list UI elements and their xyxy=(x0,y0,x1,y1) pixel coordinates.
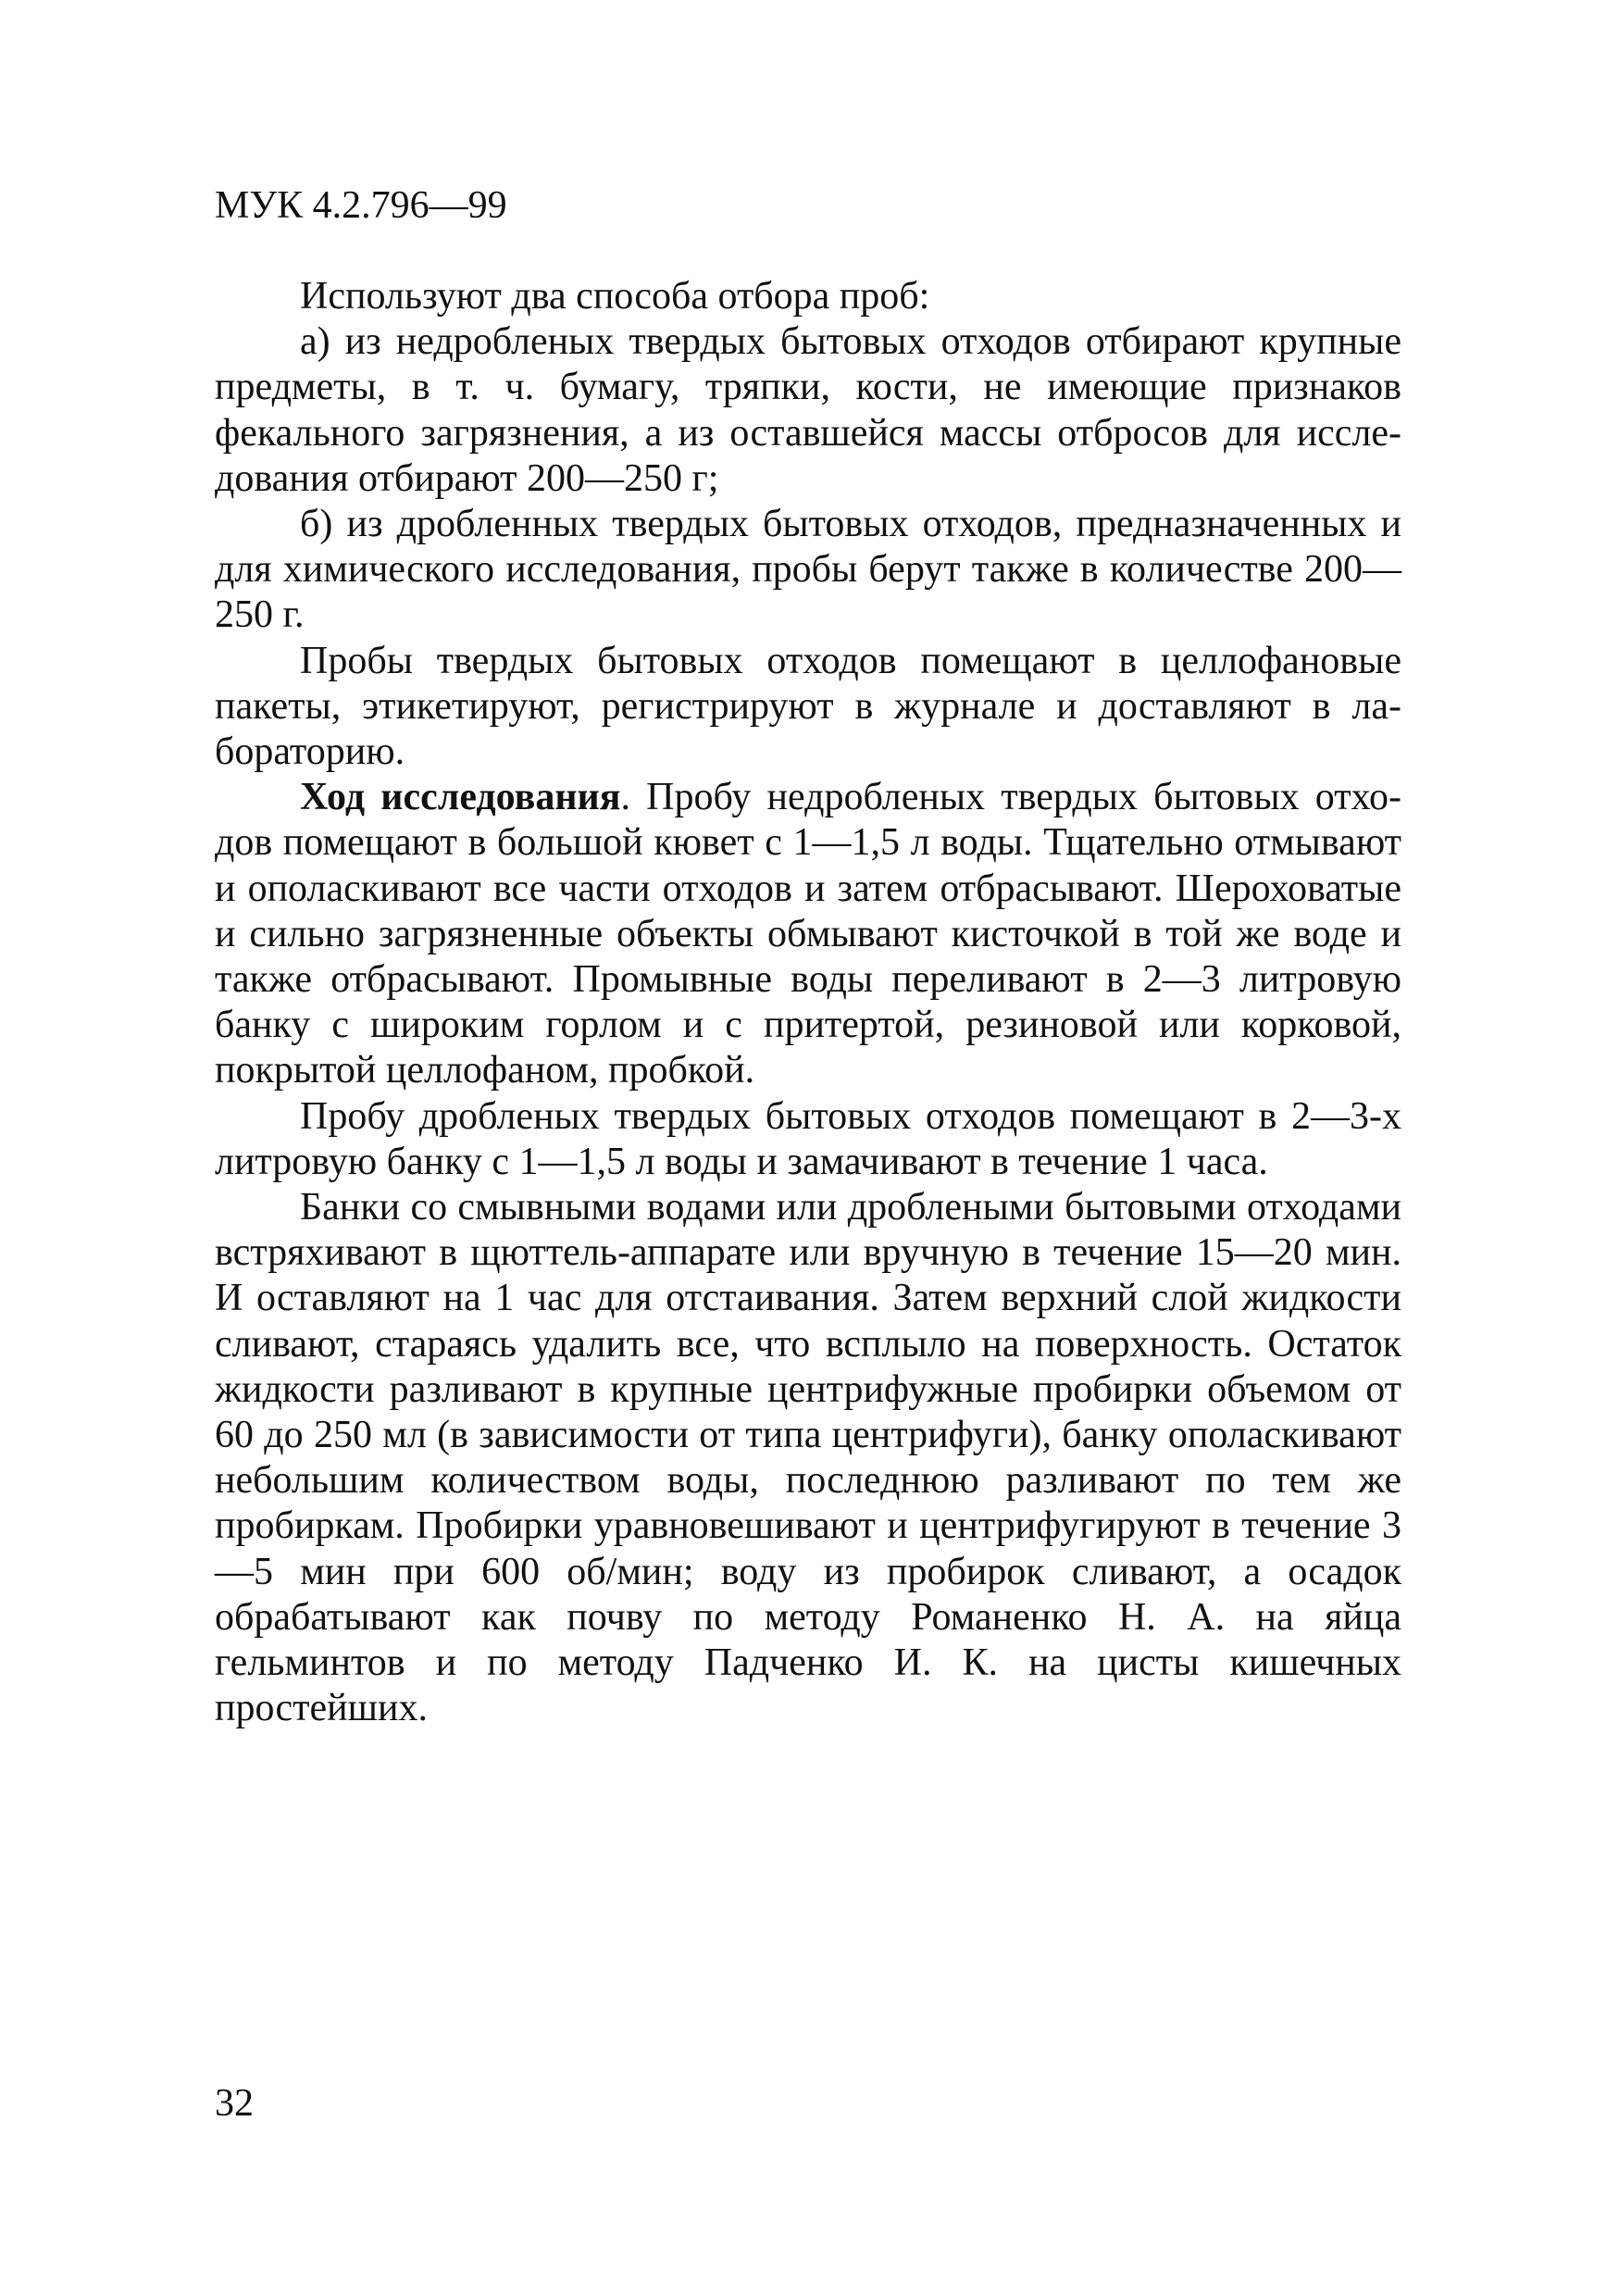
procedure-heading: Ход исследования xyxy=(300,776,621,819)
paragraph-shaking-centrifuge: Банки со смывными водами или дроблеными бытовыми отходами встряхивают в щюттель-аппарате или вручную в течение 15—20 мин. И оставляют на 1 час для отстаивания. Затем верхний слой жидкости сливают, стараясь удалить все, что всплыло на поверхность. Остаток жидкости разливают в крупные центрифужные пробирки объемом от 60 до 250 мл (в зависимости от типа центрифуги), банку ополаскивают небольшим количеством воды, последнюю разливают по тем же пробиркам. Пробирки уравновешивают и центрифугируют в течение 3—5 мин при 600 об/мин; воду из пробирок сливают, а осадок обрабатывают как почву по методу Романенко Н. А. на яйца гельминтов и по методу Падченко И. К. на цисты кишечных простейших. xyxy=(215,1186,1401,1730)
paragraph-method-b: б) из дробленных твердых бытовых отходов, предназначенных и для химического исследования, пробы берут также в количестве 200—250 г. xyxy=(215,503,1401,637)
page-number: 32 xyxy=(215,2082,254,2125)
document-code-header: МУК 4.2.796—99 xyxy=(215,184,507,227)
paragraph-sample-packaging: Пробы твердых бытовых отходов помещают в целлофановые пакеты, этикетируют, регистрируют в журнале и доставляют в лабораторию. xyxy=(215,639,1401,774)
paragraph-method-a: а) из недробленых твердых бытовых отходов отбирают крупные предметы, в т. ч. бумагу, тряпки, кости, не имеющие признаков фекального загрязнения, а из оставшейся массы отбросов для исследования отбирают 200—250 г; xyxy=(215,320,1401,500)
paragraph-procedure xyxy=(215,775,1401,1093)
paragraph-crushed-waste: Пробу дробленых твердых бытовых отходов помещают в 2—3-х литровую банку с 1—1,5 л воды и замачивают в течение 1 часа. xyxy=(215,1094,1401,1183)
procedure-text: . Пробу недробленых твердых бытовых отходов помещают в большой кювет с 1—1,5 л воды. Тщательно отмывают и ополаскивают все части отходов и затем отбрасывают. Шероховатые и сильно загрязненные объекты обмывают кисточкой в той же воде и также отбрасывают. Промывные воды переливают в 2—3 литровую банку с широким горлом и с притертой, резиновой или корковой, покрытой целлофаном, пробкой. xyxy=(215,776,1401,1092)
document-body xyxy=(215,274,1401,1732)
paragraph-sampling-methods: Используют два способа отбора проб: xyxy=(300,275,930,318)
